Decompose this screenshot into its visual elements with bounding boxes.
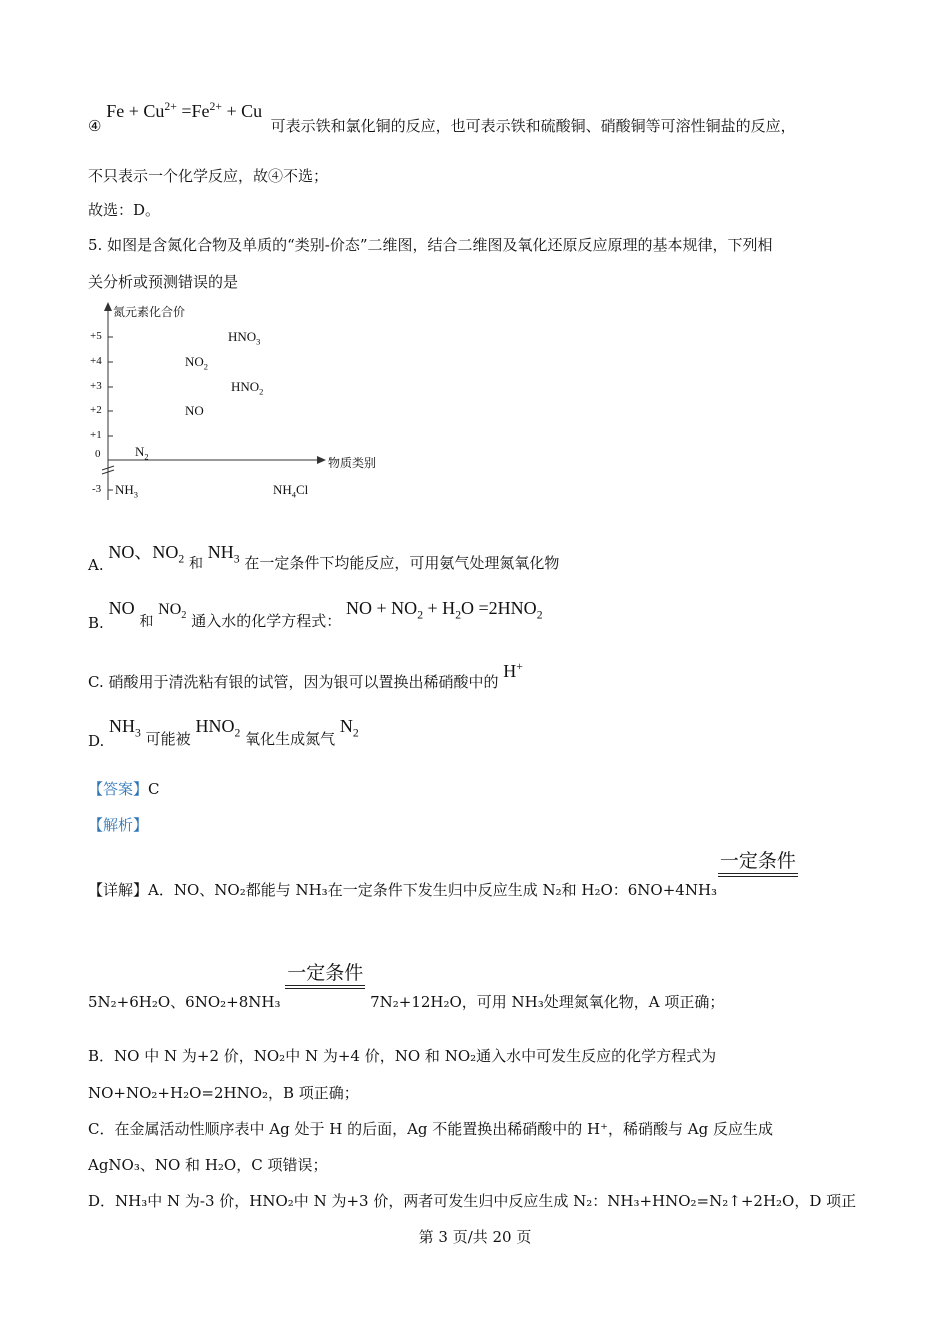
answer-line <box>88 778 160 799</box>
conclusion: 故选：D。 <box>88 201 161 219</box>
option-b-formula2: $NO_2$ <box>158 601 187 622</box>
question-line2: 关分析或预测错误的是 <box>88 273 239 291</box>
option-a-formula2: $NH_3$ <box>207 542 240 566</box>
option-b <box>88 598 543 632</box>
option-a <box>88 538 560 574</box>
y-axis-title: 氮元素化合价 <box>113 305 186 319</box>
item4-line1 <box>88 100 796 135</box>
tick-minus3: -3 <box>92 483 102 495</box>
species-hno3: $HNO_3$ <box>228 329 261 347</box>
detail-d-line1: D．NH₃中 N 为-3 价，HNO₂中 N 为+3 价，两者可发生归中反应生成 N₂：NH₃+HNO₂=N₂↑+2H₂O，D 项正 <box>88 1192 857 1210</box>
item4-marker: ④ <box>88 117 102 135</box>
detail-c-line1: C．在金属活动性顺序表中 Ag 处于 H 的后面，Ag 不能置换出稀硝酸中的 H⁺，稀硝酸与 Ag 反应生成 <box>88 1120 774 1138</box>
tick-zero: 0 <box>95 448 101 460</box>
option-d-text1: 可能被 <box>145 730 191 748</box>
tick-plus5: +5 <box>90 330 102 342</box>
option-a-label: A. <box>88 556 104 574</box>
species-no: NO <box>185 403 204 418</box>
option-a-text: 在一定条件下均能反应，可用氨气处理氮氧化物 <box>244 554 560 572</box>
item4-equation: $Fe + Cu^{2+} =Fe^{2+} + Cu$ <box>106 100 263 121</box>
condition-text-1: 一定条件 <box>719 850 796 872</box>
condition-arrow-2 <box>285 958 365 989</box>
species-nh3: $NH_3$ <box>115 482 138 500</box>
option-d-formula1: $NH_3$ <box>109 716 141 740</box>
detail-a-text2-post: 7N₂+12H₂O，可用 NH₃处理氮氧化物，A 项正确； <box>370 993 725 1011</box>
condition-arrow-1 <box>718 846 798 877</box>
species-nh4cl: $NH_4Cl$ <box>273 482 309 500</box>
option-a-and: 和 <box>189 556 204 572</box>
tick-plus2: +2 <box>90 404 102 416</box>
option-d-formula2: $HNO_2$ <box>195 716 241 740</box>
option-d <box>88 716 359 750</box>
option-b-text: 通入水的化学方程式： <box>191 612 342 630</box>
option-c-label: C. <box>88 673 104 691</box>
species-hno2: $HNO_2$ <box>231 379 264 397</box>
option-c <box>88 660 523 691</box>
tick-plus1: +1 <box>90 429 102 441</box>
option-c-text: 硝酸用于清洗粘有银的试管，因为银可以置换出稀硝酸中的 <box>108 673 499 691</box>
species-n2: $N_2$ <box>135 444 149 462</box>
option-b-and: 和 <box>139 614 154 630</box>
tick-plus3: +3 <box>90 380 102 392</box>
condition-text-2: 一定条件 <box>287 962 364 984</box>
answer-tag: 【答案】 <box>88 780 149 798</box>
question-line1: 5. 如图是含氮化合物及单质的“类别-价态”二维图，结合二维图及氧化还原反应原理的基本规律，下列相 <box>88 236 773 254</box>
option-c-ion: H+ <box>503 660 523 681</box>
option-a-formula1: NO、$NO_2$ <box>108 542 185 566</box>
option-d-formula3: $N_2$ <box>339 716 359 740</box>
detail-a-line2 <box>88 958 725 1011</box>
option-b-equation: NO + $NO_2 + H_2O =2HNO_2$ <box>346 598 543 622</box>
x-axis-title: 物质类别 <box>328 456 377 470</box>
detail-b-line1: B．NO 中 N 为+2 价，NO₂中 N 为+4 价，NO 和 NO₂通入水中可发生反应的化学方程式为 <box>88 1047 717 1065</box>
detail-c-line2: AgNO₃、NO 和 H₂O，C 项错误； <box>88 1156 328 1174</box>
item4-text2: 不只表示一个化学反应，故④不选； <box>88 167 329 185</box>
detail-a-text1: A．NO、NO₂都能与 NH₃在一定条件下发生归中反应生成 N₂和 H₂O：6NO+4NH₃ <box>148 881 718 899</box>
tick-plus4: +4 <box>90 355 102 367</box>
item4-text1: 可表示铁和氯化铜的反应，也可表示铁和硫酸铜、硝酸铜等可溶性铜盐的反应， <box>270 117 796 135</box>
species-no2: $NO_2$ <box>185 354 208 372</box>
option-d-text2: 氧化生成氮气 <box>245 730 336 748</box>
option-b-formula1: NO <box>108 598 135 618</box>
option-b-label: B. <box>88 614 104 632</box>
answer-value: C <box>148 780 160 798</box>
valence-category-diagram <box>88 300 398 505</box>
detail-a-text2-pre: 5N₂+6H₂O、6NO₂+8NH₃ <box>88 993 281 1011</box>
detail-a-line1 <box>88 846 798 899</box>
detail-b-line2: NO+NO₂+H₂O=2HNO₂，B 项正确； <box>88 1084 359 1102</box>
option-d-label: D. <box>88 732 105 750</box>
page-footer: 第 3 页/共 20 页 <box>418 1228 532 1246</box>
detail-tag: 【详解】 <box>88 881 149 899</box>
analysis-tag: 【解析】 <box>88 816 149 834</box>
